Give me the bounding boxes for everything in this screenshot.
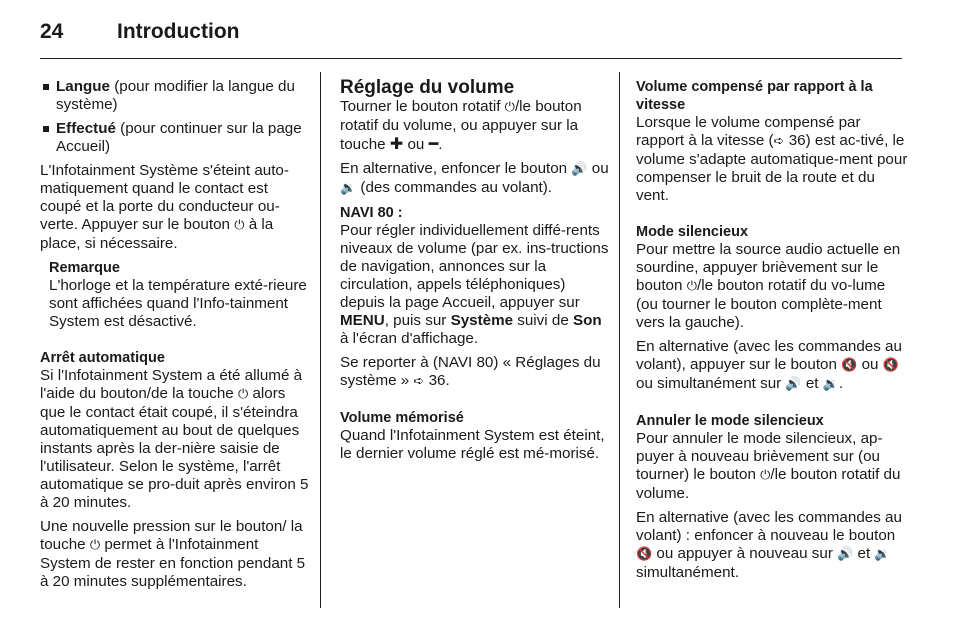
paragraph: En alternative (avec les commandes au volant), appuyer sur le bouton 🔇 ou 🔇 ou simultanément sur 🔊 et 🔉. — [636, 338, 902, 392]
power-icon: ⏻ — [686, 279, 697, 294]
paragraph: En alternative, enfoncer le bouton 🔊 ou 🔉 (des commandes au volant). — [340, 160, 609, 196]
section-heading: Volume mémorisé — [340, 410, 464, 426]
power-icon: ⏻ — [234, 218, 245, 233]
column-3 — [636, 78, 908, 588]
paragraph: Tourner le bouton rotatif ⏻/le bouton rotatif du volume, ou appuyer sur la touche ✚ ou ━. — [340, 98, 582, 153]
paragraph: En alternative (avec les commandes au volant) : enfoncer à nouveau le bouton 🔇 ou appuyer à nouveau sur 🔊 et 🔉 simultanément. — [636, 509, 902, 581]
power-icon: ⏻ — [760, 468, 771, 483]
reference-arrow-icon: ➪ — [773, 134, 785, 149]
power-icon: ⏻ — [237, 387, 249, 402]
volume-down-icon: 🔉 — [874, 547, 891, 562]
page-number: 24 — [40, 20, 64, 43]
paragraph: Une nouvelle pression sur le bouton/ la touche ⏻ permet à l'Infotainment System de rester en fonction pendant 5 à 20 minutes supplémentaires. — [40, 518, 306, 590]
paragraph: Pour régler individuellement diffé-rents niveaux de volume (par ex. ins-tructions de navigation, annonces sur la circulation, appels téléphoniques) depuis la page Accueil, appuyer sur MENU, puis sur Système suivi de Son à l'écran d'affichage. — [340, 222, 609, 347]
section-heading: Mode silencieux — [636, 224, 749, 240]
note-text: L'horloge et la température exté-rieure sont affichées quand l'Info-tainment System est désactivé. — [49, 277, 307, 330]
header-rule — [40, 58, 902, 59]
section-heading: Volume compensé par rapport à la vitesse — [636, 79, 873, 113]
volume-down-icon: 🔉 — [340, 181, 357, 196]
list-item: Langue (pour modifier la langue du système) — [40, 78, 310, 114]
volume-up-icon: 🔊 — [837, 547, 854, 562]
chapter-title: Introduction — [117, 20, 240, 43]
list-item: Effectué (pour continuer sur la page Accueil) — [40, 120, 310, 156]
column-divider-1 — [320, 72, 321, 608]
paragraph: Si l'Infotainment System a été allumé à l'aide du bouton/de la touche ⏻ alors que le contact était coupé, il s'éteindra automatiquement au bout de quelques instants après la der-nière saisie de l'utilisateur. Selon le système, l'arrêt automatique se pro-duit après environ 5 à 20 minutes. — [40, 367, 309, 511]
section-heading: Arrêt automatique — [40, 350, 165, 366]
paragraph: Pour annuler le mode silencieux, ap-puyer à nouveau brièvement sur (ou tourner) le bouton ⏻/le bouton rotatif du volume. — [636, 430, 901, 502]
note-title: Remarque — [49, 260, 120, 276]
power-icon: ⏻ — [504, 100, 515, 115]
volume-down-icon: 🔉 — [822, 377, 839, 392]
section-heading: Annuler le mode silencieux — [636, 413, 824, 429]
minus-icon: ━ — [428, 134, 439, 153]
column-divider-2 — [619, 72, 620, 608]
paragraph: L'Infotainment Système s'éteint auto-matiquement quand le contact est coupé et la porte du conducteur ou-verte. Appuyer sur le bouton ⏻ à la place, si nécessaire. — [40, 162, 289, 252]
power-icon: ⏻ — [89, 538, 101, 553]
reference-arrow-icon: ➪ — [413, 374, 425, 389]
mute-icon: 🔇 — [882, 358, 899, 373]
mute-icon: 🔇 — [636, 547, 653, 562]
paragraph: Quand l'Infotainment System est éteint, le dernier volume réglé est mé-morisé. — [340, 427, 605, 462]
column-2 — [340, 78, 610, 469]
paragraph: Pour mettre la source audio actuelle en sourdine, appuyer brièvement sur le bouton ⏻/le bouton rotatif du vo-lume (ou tourner le bouton complète-ment vers la gauche). — [636, 241, 901, 331]
section-title: Réglage du volume — [340, 77, 515, 98]
note-box — [40, 259, 310, 331]
volume-up-icon: 🔊 — [785, 377, 802, 392]
plus-icon: ✚ — [389, 134, 404, 153]
column-1 — [40, 78, 310, 597]
paragraph: Se reporter à (NAVI 80) « Réglages du système » ➪ 36. — [340, 354, 601, 389]
volume-up-icon: 🔊 — [571, 162, 588, 177]
paragraph: Lorsque le volume compensé par rapport à la vitesse (➪ 36) est ac-tivé, le volume s'adapte automatique-ment pour compenser le bruit de la route et du vent. — [636, 114, 908, 204]
mute-icon: 🔇 — [841, 358, 858, 373]
navi-label: NAVI 80 : — [340, 205, 403, 221]
